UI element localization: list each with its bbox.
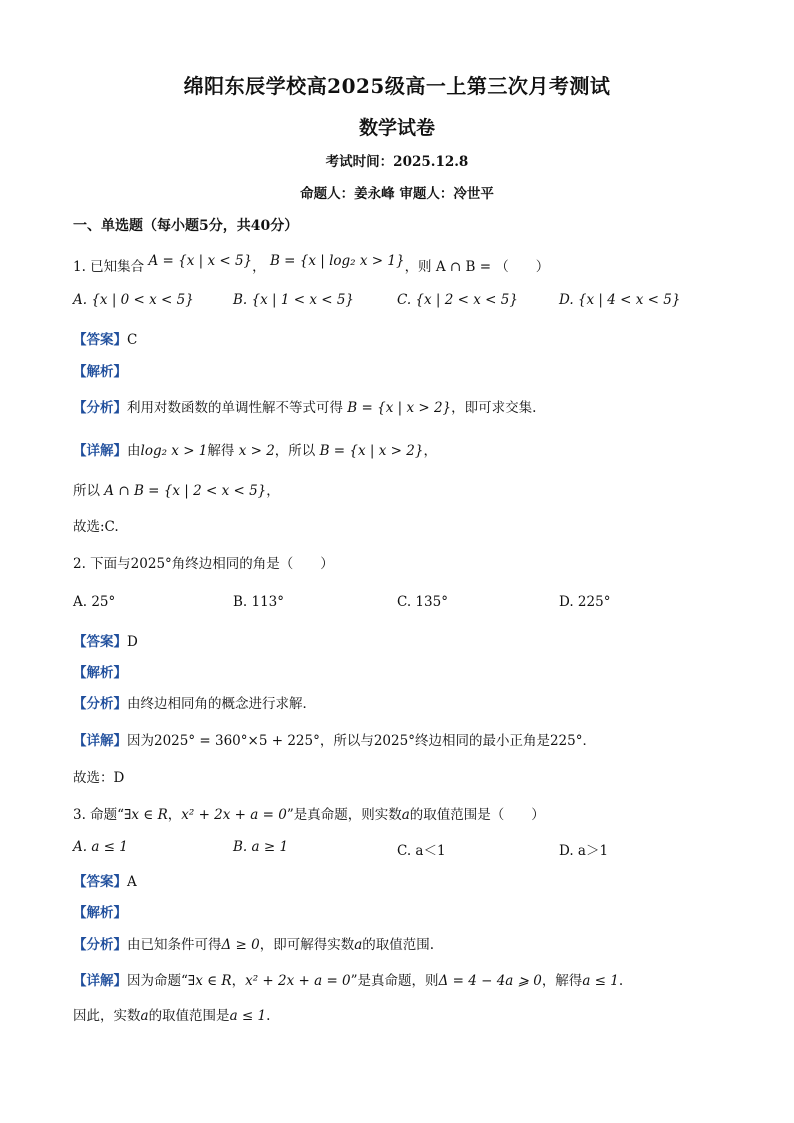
q3-fenxi-var: a <box>354 937 363 953</box>
q3-detail-delta: Δ = 4 − 4a ⩾ 0 <box>438 973 542 989</box>
q2-detail <box>73 729 596 749</box>
q2-analysis-tag <box>73 661 127 681</box>
q3-detail-c: ， <box>231 973 246 989</box>
q1-stem <box>73 255 549 275</box>
q1-fenxi <box>73 396 536 416</box>
q3-answer <box>73 870 137 890</box>
q3-stem-equation: x² + 2x + a = 0 <box>181 807 287 823</box>
q3-option-a: A. a ≤ 1 <box>73 839 128 855</box>
q3-fenxi-a: 由已知条件可得 <box>127 937 222 953</box>
q2-option-b: B. 113° <box>233 594 285 610</box>
analysis-tag: 【解析】 <box>73 665 127 681</box>
q3-stem-a: 3. 命题“ <box>73 807 125 823</box>
q2-option-d: D. 225° <box>559 594 611 610</box>
answer-tag: 【答案】 <box>73 332 127 348</box>
q3-stem-c: ， <box>167 807 182 823</box>
q3-stem-exists: ∃x ∈ R <box>124 807 168 823</box>
q3-detail-equation: x² + 2x + a = 0 <box>245 973 351 989</box>
q3-stem-e: ”是真命题，则实数 <box>286 807 402 823</box>
q1-analysis-tag <box>73 360 127 380</box>
q3-fenxi-c: ，即可解得实数 <box>259 937 355 953</box>
detail-tag: 【详解】 <box>73 443 127 459</box>
detail-tag: 【详解】 <box>73 973 127 989</box>
q3-detail-a: 因为命题“ <box>127 973 188 989</box>
q1-stem-prefix: 1. 已知集合 <box>73 259 145 275</box>
q1-conclusion: 故选:C. <box>73 519 119 535</box>
q3-fenxi-formula: Δ ≥ 0 <box>221 937 260 953</box>
q1-stem-suffix: ，则 A ∩ B = （ ） <box>404 259 550 275</box>
fenxi-tag: 【分析】 <box>73 696 127 712</box>
q3-conclusion-result: a ≤ 1 <box>229 1008 267 1024</box>
fenxi-tag: 【分析】 <box>73 937 127 953</box>
q3-answer-value: A <box>127 874 137 890</box>
q1-fenxi-text-a: 利用对数函数的单调性解不等式可得 <box>127 400 343 416</box>
q1-line2-a: 所以 <box>73 483 100 499</box>
q2-stem: 2. 下面与2025°角终边相同的角是（ ） <box>73 556 334 572</box>
q1-detail-line2 <box>73 479 280 499</box>
q2-detail-formula: 2025° = 360°×5 + 225° <box>154 733 320 749</box>
q3-option-c: C. a＜1 <box>397 843 446 859</box>
q3-stem <box>73 803 545 823</box>
q1-detail-e: ，所以 <box>274 443 316 459</box>
q2-detail-c: ，所以与2025°终边相同的最小正角是 <box>319 733 550 749</box>
q3-fenxi <box>73 933 434 953</box>
q3-detail-g: ，解得 <box>541 973 583 989</box>
q3-detail <box>73 969 623 989</box>
q1-option-d: D. {x | 4 < x < 5} <box>559 292 681 308</box>
q1-detail-c: 解得 <box>207 443 235 459</box>
analysis-tag: 【解析】 <box>73 364 127 380</box>
q2-answer-value: D <box>127 634 138 650</box>
exam-title: 绵阳东辰学校高2025级高一上第三次月考测试 <box>183 74 611 98</box>
q3-detail-result: a ≤ 1 <box>582 973 619 989</box>
q1-detail-a: 由 <box>127 443 141 459</box>
answer-tag: 【答案】 <box>73 874 127 890</box>
q1-fenxi-formula: B = {x | x > 2} <box>347 400 452 416</box>
fenxi-tag: 【分析】 <box>73 400 127 416</box>
q2-detail-e: ． <box>582 733 596 749</box>
q2-fenxi <box>73 692 316 712</box>
q1-line2-formula: A ∩ B = {x | 2 < x < 5} <box>104 483 267 499</box>
q3-stem-var: a <box>401 807 410 823</box>
q3-fenxi-e: 的取值范围. <box>362 937 435 953</box>
q1-detail-g: ， <box>423 443 437 459</box>
q1-detail-formula-2: x > 2 <box>238 443 275 459</box>
q1-detail-formula-3: B = {x | x > 2} <box>319 443 424 459</box>
q2-option-a: A. 25° <box>73 594 116 610</box>
answer-tag: 【答案】 <box>73 634 127 650</box>
q3-conclusion-a: 因此，实数 <box>73 1008 141 1024</box>
q3-detail-i: . <box>618 973 624 989</box>
q3-conclusion-var: a <box>140 1008 149 1024</box>
q2-fenxi-text: 由终边相同角的概念进行求解． <box>127 696 316 712</box>
q1-answer-value: C <box>127 332 138 348</box>
analysis-tag: 【解析】 <box>73 905 127 921</box>
q3-option-b: B. a ≥ 1 <box>233 839 289 855</box>
q1-option-b: B. {x | 1 < x < 5} <box>233 292 355 308</box>
q3-stem-g: 的取值范围是（ ） <box>409 807 545 823</box>
exam-time: 考试时间：2025.12.8 <box>325 154 469 170</box>
q1-comma: ， <box>252 259 266 275</box>
q2-detail-a: 因为 <box>127 733 154 749</box>
q3-conclusion <box>73 1004 270 1024</box>
q1-answer <box>73 328 137 348</box>
q3-option-d: D. a＞1 <box>559 843 609 859</box>
q1-line2-c: ， <box>266 483 280 499</box>
q3-detail-exists: ∃x ∈ R <box>187 973 232 989</box>
detail-tag: 【详解】 <box>73 733 127 749</box>
exam-authors: 命题人：姜永峰 审题人：冷世平 <box>300 186 494 202</box>
q2-answer <box>73 630 138 650</box>
section-heading: 一、单选题（每小题5分，共40分） <box>73 218 299 234</box>
q3-conclusion-c: 的取值范围是 <box>148 1008 230 1024</box>
q2-conclusion: 故选：D <box>73 770 125 786</box>
q1-fenxi-text-c: ，即可求交集. <box>451 400 537 416</box>
q1-option-a: A. {x | 0 < x < 5} <box>73 292 194 308</box>
q1-option-c: C. {x | 2 < x < 5} <box>397 292 518 308</box>
q1-detail-formula-1: log₂ x > 1 <box>140 443 208 459</box>
q2-option-c: C. 135° <box>397 594 448 610</box>
q3-conclusion-e: . <box>266 1008 271 1024</box>
q1-set-a: A = {x | x < 5} <box>148 253 253 269</box>
q1-set-b: B = {x | log₂ x > 1} <box>269 253 405 269</box>
q2-detail-angle: 225° <box>549 733 583 749</box>
q3-detail-e: ”是真命题，则 <box>350 973 439 989</box>
q3-analysis-tag <box>73 901 127 921</box>
exam-subtitle: 数学试卷 <box>358 117 435 139</box>
q1-detail <box>73 439 437 459</box>
